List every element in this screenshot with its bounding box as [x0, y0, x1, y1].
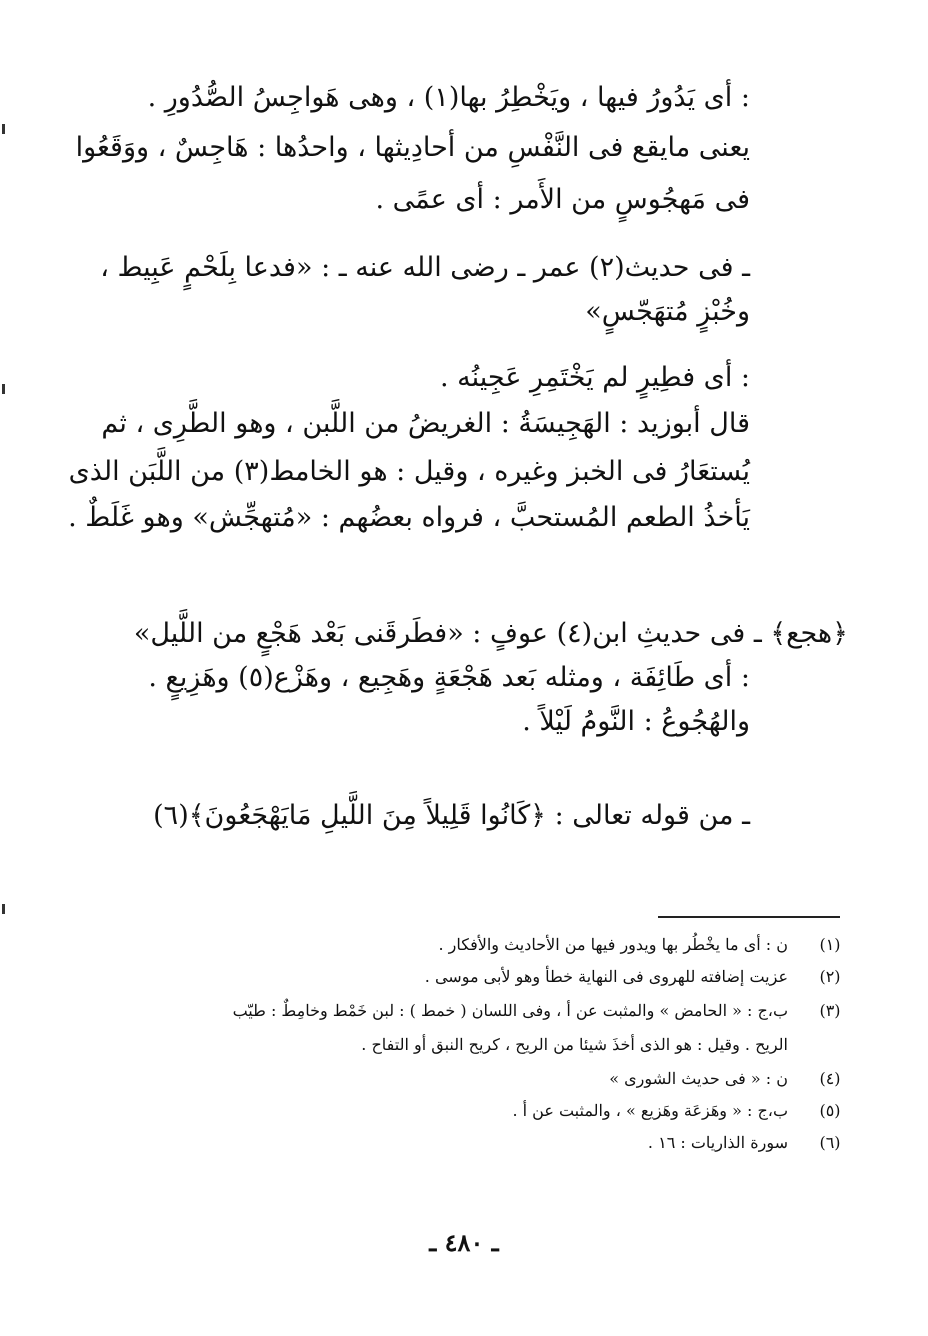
footnote-separator	[658, 916, 840, 918]
scan-edge-mark	[2, 384, 5, 394]
main-text-line: : أى فطِيرٍ لم يَخْتَمِرِ عَجِينُه .	[439, 362, 750, 393]
footnote-number: (٤)	[819, 1069, 841, 1088]
footnote-text: ب،ج : « الحامض » والمثبت عن أ ، وفى اللسان ( خمط ) : لبن خَمْط وخامِطٌ : طيّب	[232, 1001, 788, 1020]
footnote-number: (٢)	[819, 967, 841, 986]
footnote-number: (١)	[819, 935, 841, 954]
main-text-line: فى مَهجُوسٍ من الأَمر : أى عمًى .	[375, 184, 750, 215]
main-text-line: قال أبوزيد : الهَجِيسَةُ : الغريضُ من اللَّبن ، وهو الطَّرِى ، ثم	[101, 408, 750, 439]
main-text-line: يَأخذُ الطعم المُستحبَّ ، فرواه بعضُهم : «مُتهجِّش» وهو غَلَطٌ .	[68, 502, 750, 533]
main-text-line: وخُبْزٍ مُتهَجّسٍ»	[585, 296, 750, 327]
footnote-text: ن : أى ما يخْطُر بها ويدور فيها من الأحاديث والأفكار .	[438, 935, 788, 954]
scan-edge-mark	[2, 124, 5, 134]
footnote-text: ب،ج : « وهَزعَة وهَزيع » ، والمثبت عن أ .	[512, 1101, 788, 1120]
entry-heading-line: ﴿هجع﴾ ـ فى حديثِ ابن(٤) عوفٍ : «فطَرقَنى بَعْد هَجْعٍ من اللَّيل»	[133, 618, 848, 649]
main-text-line: ـ فى حديث(٢) عمر ـ رضى الله عنه ـ : «فدعا بِلَحْمٍ عَبِيط ،	[100, 252, 750, 283]
main-text-line: ـ من قوله تعالى : ﴿كَانُوا قَلِيلاً مِنَ اللَّيلِ مَايَهْجَعُونَ﴾(٦)	[153, 800, 750, 831]
main-text-line: يُستعَارُ فى الخبز وغيره ، وقيل : هو الخامط(٣) من اللَّبَن الذى	[68, 456, 750, 487]
scan-edge-mark	[2, 904, 5, 914]
main-text-line: : أى يَدُورُ فيها ، ويَخْطِرُ بها(١) ، وهى هَواجِسُ الصُّدُورِ .	[147, 82, 750, 113]
footnote-text: عزيت إضافته للهروى فى النهاية خطأ وهو لأبى موسى .	[424, 967, 788, 986]
main-text-line: والهُجُوعُ : النَّومُ لَيْلاً .	[522, 706, 750, 737]
footnote-number: (٥)	[819, 1101, 841, 1120]
main-text-line: : أى طَائِفَة ، ومثله بَعد هَجْعَةٍ وهَجِيع ، وهَزْع(٥) وهَزِيعٍ .	[148, 662, 750, 693]
main-text-line: يعنى مايقع فى النَّفْسِ من أحادِيثها ، واحدُها : هَاجِسٌ ، ووَقَعُوا	[75, 132, 750, 163]
footnote-text-continuation: الريح . وقيل : هو الذى أخذَ شيئا من الريح ، كريح النبق أو التفاح .	[361, 1035, 788, 1054]
footnote-number: (٣)	[819, 1001, 841, 1020]
footnote-text: ن : « فى حديث الشورى »	[609, 1069, 788, 1088]
footnote-text: سورة الذاريات : ١٦ .	[647, 1133, 788, 1152]
page-number: ـ ٤٨٠ ـ	[429, 1228, 499, 1257]
footnote-number: (٦)	[819, 1133, 841, 1152]
